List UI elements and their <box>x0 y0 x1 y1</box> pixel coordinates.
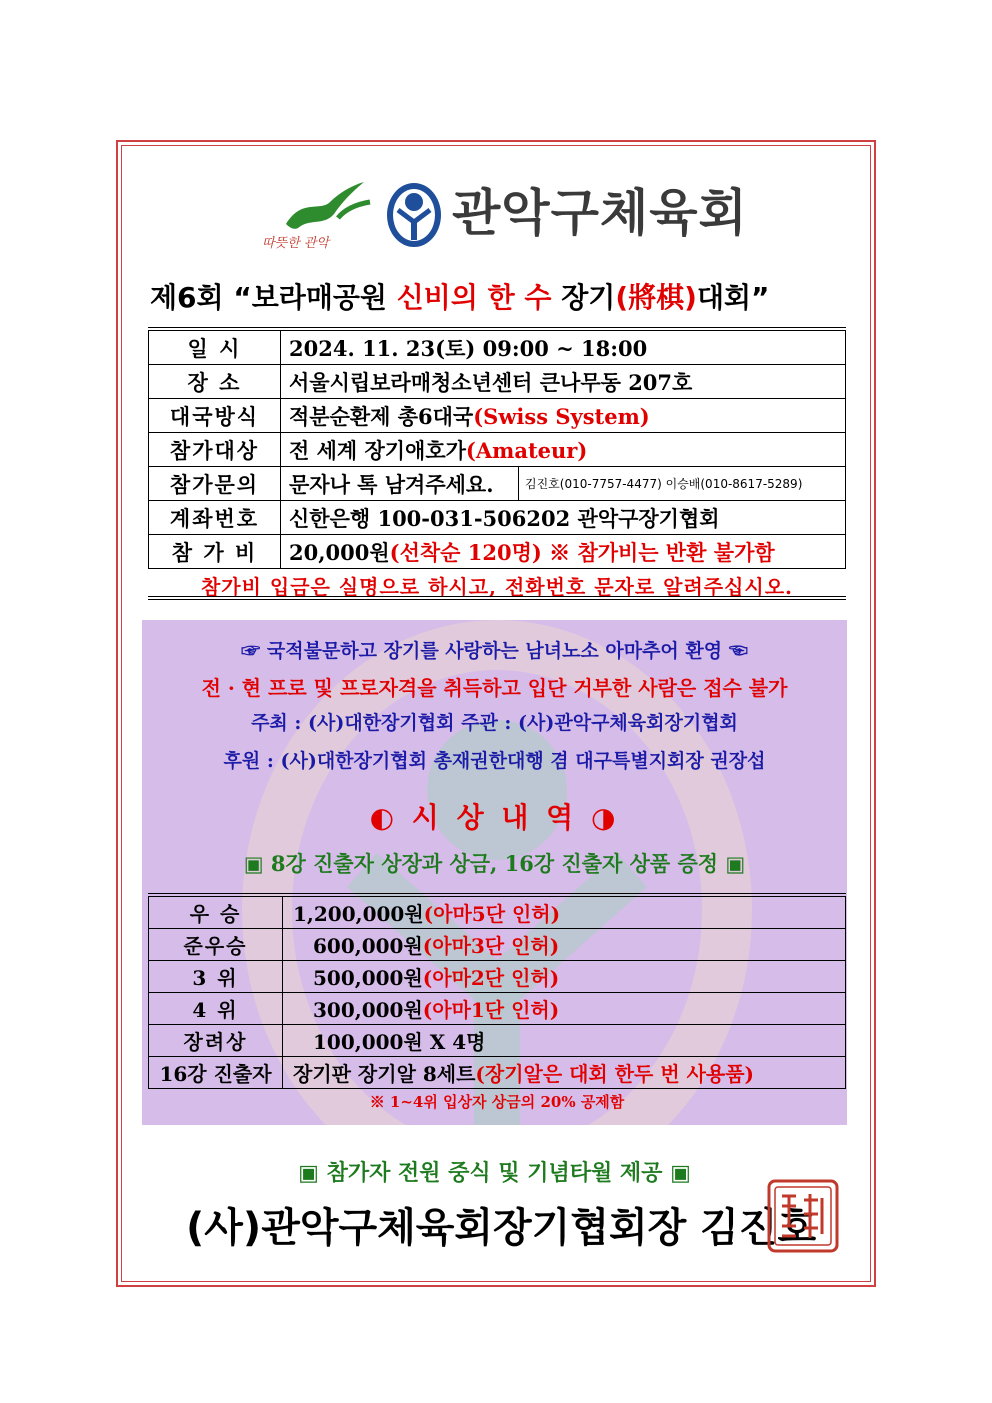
info-row-inquiry <box>149 467 846 501</box>
info-row-fee <box>149 535 846 569</box>
prize-value <box>283 993 846 1025</box>
prize-amount: 300,000원 <box>313 998 423 1022</box>
inquiry-contacts: 김진호(010-7757-4477) 이승배(010-8617-5289) <box>519 467 846 501</box>
prize-amount: 1,200,000원 <box>293 902 424 926</box>
info-row-account <box>149 501 846 535</box>
signature-line: (사)관악구체육회장기협회장 김진호 <box>186 1205 817 1251</box>
info-table-bottom-rule <box>148 596 846 600</box>
account-value: 신한은행 100-031-506202 관악구장기협회 <box>281 501 846 535</box>
format-value-red: (Swiss System) <box>473 403 650 429</box>
title-hanja-open: ( <box>615 281 629 314</box>
format-cell <box>281 399 846 433</box>
prize-row <box>149 929 846 961</box>
target-label: 참가대상 <box>149 433 281 467</box>
fee-cell <box>281 535 846 569</box>
prize-note: (장기알은 대회 한두 번 사용품) <box>475 1062 755 1086</box>
title-suffix: 대회” <box>696 281 770 314</box>
target-value-red: (Amateur) <box>465 437 588 463</box>
awards-subtitle: ▣ 8강 진출자 상장과 상금, 16강 진출자 상품 증정 ▣ <box>243 851 746 876</box>
lunch-towel-note: ▣ 참가자 전원 중식 및 기념타월 제공 ▣ <box>298 1160 691 1186</box>
prize-row <box>149 1057 846 1089</box>
title-hanja-close: ) <box>684 281 697 314</box>
target-cell <box>281 433 846 467</box>
official-seal-stamp <box>766 1178 840 1254</box>
awards-title: ◐ 시 상 내 역 ◑ <box>369 801 620 834</box>
account-label: 계좌번호 <box>149 501 281 535</box>
prize-amount: 500,000원 <box>313 966 423 990</box>
prize-row <box>149 1025 846 1057</box>
inquiry-label: 참가문의 <box>149 467 281 501</box>
prize-row <box>149 961 846 993</box>
prize-amount: 600,000원 <box>313 934 423 958</box>
prize-amount: 100,000원 X 4명 <box>313 1030 486 1054</box>
prize-label: 준우승 <box>149 929 283 961</box>
welcome-text: ☞ 국적불문하고 장기를 사랑하는 남녀노소 아마추어 환영 ☜ <box>241 640 748 662</box>
target-value: 전 세계 장기애호가 <box>289 437 466 463</box>
prize-footnote: ※ 1~4위 입상자 상금의 20% 공제함 <box>369 1093 625 1112</box>
prize-note: (아마1단 인허) <box>422 998 560 1022</box>
fee-label: 참 가 비 <box>149 535 281 569</box>
info-row-format <box>149 399 846 433</box>
prize-label: 16강 진출자 <box>149 1057 283 1089</box>
fee-value-red: (선착순 120명) ※ 참가비는 반환 불가함 <box>389 539 775 565</box>
place-value: 서울시립보라매청소년센터 큰나무동 207호 <box>281 365 846 399</box>
logo-slogan: 따뜻한 관악 <box>262 236 329 251</box>
prize-value <box>283 897 846 929</box>
title-hanja: 將棋 <box>628 281 685 314</box>
prize-note: (아마2단 인허) <box>422 966 560 990</box>
prize-amount: 장기판 장기알 8세트 <box>293 1062 476 1086</box>
prize-value <box>283 1025 846 1057</box>
title-highlight: 신비의 한 수 <box>396 281 552 314</box>
prize-note: (아마3단 인허) <box>422 934 560 958</box>
prize-label: 4 위 <box>149 993 283 1025</box>
prize-label: 3 위 <box>149 961 283 993</box>
prize-footnote-row <box>149 1089 846 1115</box>
payment-notice: 참가비 입금은 실명으로 하시고, 전화번호 문자로 알려주십시오. <box>200 575 794 600</box>
prize-label: 장려상 <box>149 1025 283 1057</box>
host-text: 주최 : (사)대한장기협회 주관 : (사)관악구체육회장기협회 <box>251 712 738 734</box>
prize-note: (아마5단 인허) <box>423 902 561 926</box>
prize-row <box>149 897 846 929</box>
date-value: 2024. 11. 23(토) 09:00 ~ 18:00 <box>281 331 846 365</box>
place-label: 장 소 <box>149 365 281 399</box>
org-logo-text: 관악구체육회 <box>452 184 748 242</box>
fee-value: 20,000원 <box>289 539 390 565</box>
info-row-date <box>149 331 846 365</box>
prize-row <box>149 993 846 1025</box>
title-prefix: 제6회 “보라매공원 <box>150 281 397 314</box>
info-row-target <box>149 433 846 467</box>
event-title <box>150 276 850 316</box>
inquiry-value: 문자나 톡 남겨주세요. <box>281 467 519 501</box>
title-middle: 장기 <box>551 281 616 314</box>
info-row-place <box>149 365 846 399</box>
prize-value <box>283 1057 846 1089</box>
restriction-text: 전 · 현 프로 및 프로자격을 취득하고 입단 거부한 사람은 접수 불가 <box>201 676 788 700</box>
emblem-icon <box>384 180 444 250</box>
format-value: 적분순환제 총6대국 <box>289 403 474 429</box>
format-label: 대국방식 <box>149 399 281 433</box>
sponsor-text: 후원 : (사)대한장기협회 총재권한대행 겸 대구특별지회장 권장섭 <box>223 750 766 772</box>
prize-value <box>283 929 846 961</box>
prize-table <box>148 896 846 1115</box>
prize-value <box>283 961 846 993</box>
prize-label: 우 승 <box>149 897 283 929</box>
info-table <box>148 330 846 603</box>
date-label: 일 시 <box>149 331 281 365</box>
